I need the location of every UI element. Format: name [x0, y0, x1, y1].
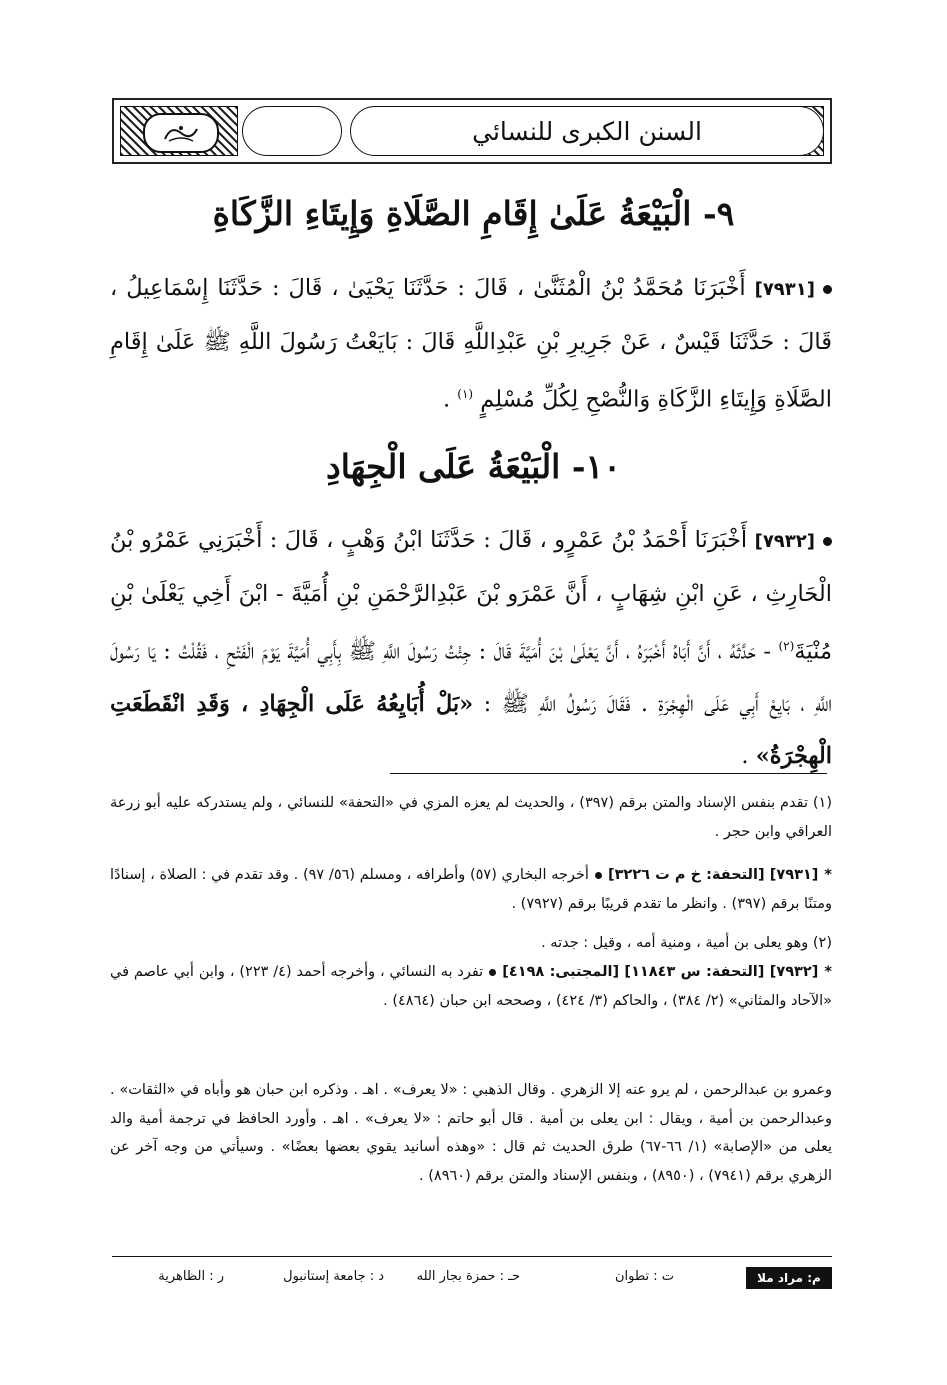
asterisk: * — [824, 867, 833, 883]
footnote-divider — [390, 773, 827, 774]
takhrij-ref: [٧٩٣١] [التحفة: خ م ت ٣٢٢٦] — [607, 867, 819, 883]
section-heading-9: ٩- الْبَيْعَةُ عَلَىٰ إِقَامِ الصَّلَاةِ وَإِيتَاءِ الزَّكَاةِ — [212, 194, 735, 233]
bottom-divider — [112, 1256, 832, 1257]
source-hamza: حـ : حمزة بجار الله — [416, 1269, 520, 1284]
footnote-2: (٢) وهو يعلى بن أمية ، ومنية أمه ، وقيل : جدته . — [541, 935, 832, 951]
hadith-text: أَخْبَرَنَا أَحْمَدُ بْنُ عَمْرٍو ، قَالَ : حَدَّثَنَا ابْنُ وَهْبٍ ، قَالَ : أَخْبَرَنِي عَمْرُو بْنُ الْحَارِثِ ، عَنِ ابْنِ شِهَابٍ ، أَنَّ عَمْرَو بْنَ عَبْدِالرَّحْمَنِ بْنِ أُمَيَّةَ - ابْنَ أَخِي يَعْلَىٰ بْنِ مُنْيَةَ — [110, 527, 832, 665]
takhrij-ref: [٧٩٣٢] [التحفة: س ١١٨٤٣] [المجتبى: ٤١٩٨] — [502, 964, 819, 980]
bullet-icon — [489, 969, 496, 976]
hadith-ref: [٧٩٣٢] — [754, 531, 815, 552]
hadith-text-continued: - حَدَّثَهُ ، أَنَّ أَبَاهُ أَخْبَرَهُ ، أَنَّ يَعْلَىٰ بْنَ أُمَيَّةَ قَالَ : جِئْتُ رَسُولَ اللَّهِ ﷺ بِأَبِي أُمَيَّةَ يَوْمَ الْفَتْحِ ، فَقُلْتُ : يَا رَسُولَ اللَّهِ ، بَايِعْ أَبِي عَلَى الْهِجْرَةِ . فَقَالَ رَسُولُ اللَّهِ ﷺ : — [110, 638, 832, 717]
takhrij-7932-continued: وعمرو بن عبدالرحمن ، لم يرو عنه إلا الزهري . وقال الذهبي : «لا يعرف» . اهـ . وذكره ابن حبان هو وأباه في «الثقات» . وعبدالرحمن بن أمية ، ويقال : ابن يعلى بن أمية . قال أبو حاتم : «لا يعرف» . اهـ . وأورد الحافظ في ترجمة أمية والد يعلى من «الإصابة» (١/ ٦٦-٦٧) طرق الحديث ثم قال : «وهذه أسانيد يقوي بعضها بعضًا» . وسيأتي من وجه آخر عن الزهري برقم (٧٩٤١) ، (٨٩٥٠) ، وبنفس الإسناد والمتن برقم (٨٩٦٠) . — [110, 1082, 832, 1184]
hadith-end: . — [741, 742, 756, 769]
book-logo-ornament — [120, 106, 238, 156]
source-zahiriyya: ر : الظاهرية — [158, 1269, 224, 1284]
manuscript-sources — [112, 1267, 832, 1291]
takhrij-7931 — [110, 861, 832, 918]
takhrij-7932 — [110, 958, 832, 1015]
bullet-icon — [823, 285, 832, 294]
bullet-icon — [823, 537, 832, 546]
source-tetouan: ت : تطوان — [614, 1269, 674, 1284]
book-logo-emblem — [143, 113, 219, 153]
calligraphy-emblem-icon — [161, 121, 201, 145]
source-badge: م: مراد ملا — [746, 1267, 832, 1289]
hadith-7932 — [110, 514, 832, 782]
asterisk: * — [824, 964, 832, 980]
takhrij-text: أخرجه البخاري (٥٧) وأطرافه ، ومسلم (٥٦/ ٩٧) . وقد تقدم في : الصلاة ، إسنادًا ومتنًا برقم (٣٩٧) . وانظر ما تقدم قريبًا برقم (٧٩٢٧) . — [110, 867, 832, 912]
hadith-end: . — [442, 386, 458, 413]
hadith-7931 — [110, 262, 832, 426]
source-istanbul: د : جامعة إستانبول — [283, 1269, 384, 1284]
header-cartouche — [242, 106, 342, 156]
footnote-marker: (٢) — [778, 639, 795, 653]
footnote-marker: (١) — [457, 387, 474, 401]
hadith-text: أَخْبَرَنَا مُحَمَّدُ بْنُ الْمُثَنَّىٰ ، قَالَ : حَدَّثَنَا يَحْيَىٰ ، قَالَ : حَدَّثَنَا إِسْمَاعِيلُ ، قَالَ : حَدَّثَنَا قَيْسٌ ، عَنْ جَرِيرِ بْنِ عَبْدِاللَّهِ قَالَ : بَايَعْتُ رَسُولَ اللَّهِ ﷺ عَلَىٰ إِقَامِ الصَّلَاةِ وَإِيتَاءِ الزَّكَاةِ وَالنُّصْحِ لِكُلِّ مُسْلِمٍ — [110, 275, 832, 413]
takhrij-text: تفرد به النسائي ، وأخرجه أحمد (٤/ ٢٢٣) ، وابن أبي عاصم في «الآحاد والمثاني» (٢/ ٣٨٤) ، والحاكم (٣/ ٤٢٤) ، وصححه ابن حبان (٤٨٦٤) . — [110, 964, 832, 1009]
bullet-icon — [595, 872, 602, 879]
prophet-quote: «بَلْ أُبَايِعُهُ عَلَى الْجِهَادِ ، وَقَدِ انْقَطَعَتِ الْهِجْرَةُ» — [110, 690, 832, 769]
section-heading-10: ١٠- الْبَيْعَةُ عَلَى الْجِهَادِ — [326, 447, 621, 486]
hadith-ref: [٧٩٣١] — [754, 279, 815, 300]
book-title: السنن الكبرى للنسائي — [350, 106, 824, 156]
footnote-1: (١) تقدم بنفس الإسناد والمتن برقم (٣٩٧) ، والحديث لم يعزه المزي في «التحفة» للنسائي ، ولم يستدركه عليه أبو زرعة العراقي وابن حجر . — [110, 795, 832, 840]
page-header — [112, 98, 832, 164]
